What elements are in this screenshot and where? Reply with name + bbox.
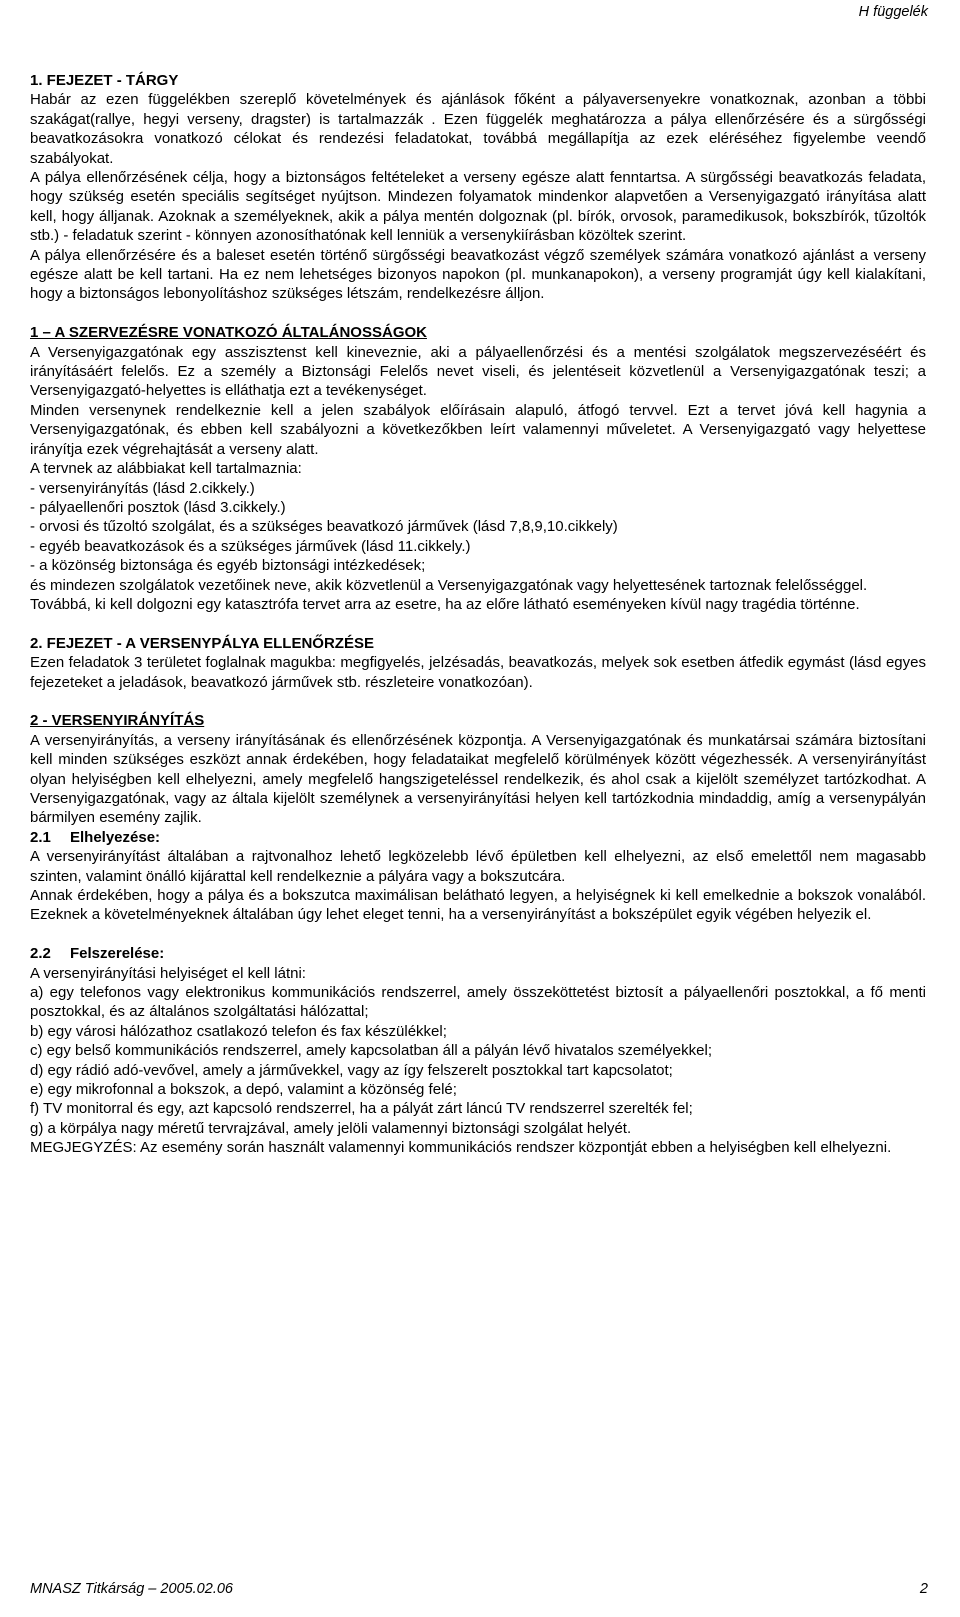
paragraph: - pályaellenőri posztok (lásd 3.cikkely.)	[30, 498, 286, 516]
paragraph: A pálya ellenőrzésének célja, hogy a biztonságos feltételeket a verseny egésze alatt fenntartsa. A sürgősségi beavatkozás feladata, hogy szükség esetén speciális segítséget nyújtson. Mindezen folyamatok mindenkor alapvetően a Versenyigazgató irányítása alatt kell, hogy álljanak. Azoknak a személyeknek, akik a pálya mentén dolgoznak (pl. bírók, orvosok, paramedikusok, bokszbírók, tűzoltók stb.) - feladatuk szerint - könnyen azonosíthatónak kell lenniük a versenykiírásban közöltek szerint.	[30, 169, 926, 245]
page-number: 2	[919, 1581, 928, 1597]
paragraph: e) egy mikrofonnal a bokszok, a depó, valamint a közönség felé;	[30, 1081, 457, 1099]
section-heading: 2 - VERSENYIRÁNYÍTÁS	[30, 712, 205, 730]
paragraph: és mindezen szolgálatok vezetőinek neve, akik közvetlenül a Versenyigazgatónak vagy helyettesének tartoznak felelősséggel.	[30, 576, 868, 594]
blank-line	[30, 925, 926, 944]
paragraph: Minden versenynek rendelkeznie kell a jelen szabályok előírásain alapuló, átfogó tervvel. Ezt a tervet jóvá kell hagynia a Versenyigazgatónak, és ebben kell szabályozni a következőkben leírt valamennyi műveletet. A Versenyigazgató vagy helyettese irányítja ezek végrehajtását a verseny alatt.	[30, 401, 926, 458]
paragraph: A versenyirányítást általában a rajtvonalhoz lehető legközelebb lévő épületben kell elhelyezni, az első emelettől nem magasabb szinten, valamint önálló kijárattal kell rendelkeznie a pályára vagy a bokszutcára.	[30, 848, 926, 885]
paragraph: A Versenyigazgatónak egy asszisztenst kell kineveznie, aki a pályaellenőrzési és a mentési szolgálatok megszervezéséért és irányításáért felelős. Ez a személy a Biztonsági Felelős nevet viseli, és jelentéseit közvetlenül a Versenyigazgatónak teszi; a Versenyigazgató-helyettes is elláthatja ezt a tevékenységet.	[30, 343, 926, 400]
paragraph: Ezen feladatok 3 területet foglalnak magukba: megfigyelés, jelzésadás, beavatkozás, melyek sok esetben átfedik egymást (lásd egyes fejezeteket a jeladások, beavatkozó járművek stb. részleteire vonatkozóan).	[30, 654, 926, 691]
page-footer	[30, 1581, 928, 1597]
paragraph: - orvosi és tűzoltó szolgálat, és a szükséges beavatkozó járművek (lásd 7,8,9,10.cikkely)	[30, 518, 618, 536]
paragraph: - versenyirányítás (lásd 2.cikkely.)	[30, 479, 255, 497]
paragraph: d) egy rádió adó-vevővel, amely a járművekkel, vagy az így felszerelt posztokkal tart kapcsolatot;	[30, 1061, 673, 1079]
section-heading: 1 – A SZERVEZÉSRE VONATKOZÓ ÁLTALÁNOSSÁGOK	[30, 324, 427, 342]
document-body	[30, 71, 926, 1158]
page-header: H függelék	[858, 4, 928, 20]
paragraph: A versenyirányítás, a verseny irányításának és ellenőrzésének központja. A Versenyigazgatónak és munkatársai számára biztosítani kell minden szükséges eszközt annak érdekében, hogy feladataikat megfelelő körülmények között végezhessék. A versenyirányítást olyan helyiségben kell elhelyezni, amely megfelelő hangszigeteléssel rendelkezik, és ahol csak a kijelölt személyzet tartózkodhat. A Versenyigazgatónak, vagy az általa kijelölt személynek a versenyirányítási helyen kell tartózkodnia mindaddig, amíg a versenypályán bármilyen esemény zajlik.	[30, 731, 926, 827]
blank-line	[30, 692, 926, 711]
chapter-heading: 1. FEJEZET - TÁRGY	[30, 72, 179, 89]
paragraph: - egyéb beavatkozások és a szükséges járművek (lásd 11.cikkely.)	[30, 537, 471, 555]
subsection-number: 2.2	[30, 945, 51, 963]
paragraph: b) egy városi hálózathoz csatlakozó telefon és fax készülékkel;	[30, 1022, 447, 1040]
paragraph: A tervnek az alábbiakat kell tartalmaznia:	[30, 460, 302, 478]
paragraph: Annak érdekében, hogy a pálya és a bokszutca maximálisan belátható legyen, a helyiségnek ki kell emelkednie a bokszok vonalából. Ezeknek a követelményeknek általában úgy lehet eleget tenni, ha a versenyirányítást a bokszépület egyik végében helyezik el.	[30, 887, 926, 924]
subsection-title: Elhelyezése:	[70, 828, 161, 846]
paragraph: f) TV monitorral és egy, azt kapcsoló rendszerrel, ha a pályát zárt láncú TV rendszerrel szerelték fel;	[30, 1100, 693, 1118]
paragraph: Habár az ezen függelékben szereplő követelmények és ajánlások főként a pályaversenyekre vonatkoznak, azonban a többi szakágat(rallye, hegyi verseny, dragster) is tartalmazzák . Ezen függelék meghatározza a pálya ellenőrzésére és a sürgősségi beavatkozásokra vonatkozó célokat és rendezési feladatokat, továbbá megállapítja az ezek eléréséhez figyelembe veendő szabályokat.	[30, 91, 926, 167]
paragraph: A versenyirányítási helyiséget el kell látni:	[30, 964, 306, 982]
paragraph: - a közönség biztonsága és egyéb biztonsági intézkedések;	[30, 557, 426, 575]
chapter-heading: 2. FEJEZET - A VERSENYPÁLYA ELLENŐRZÉSE	[30, 634, 374, 652]
subsection-title: Felszerelése:	[70, 945, 165, 963]
paragraph: A pálya ellenőrzésére és a baleset esetén történő sürgősségi beavatkozást végző személyek számára vonatkozó ajánlást a verseny egésze alatt be kell tartani. Ha ez nem lehetséges bizonyos napokon (pl. munkanapokon), a verseny programját úgy kell kialakítani, hogy a biztonságos lebonyolításhoz szükséges létszám, rendelkezésre álljon.	[30, 246, 926, 303]
paragraph: a) egy telefonos vagy elektronikus kommunikációs rendszerrel, amely összeköttetést biztosít a pályaellenőri posztokkal, a fő menti posztokkal, és az általános szolgáltatási hálózattal;	[30, 984, 926, 1021]
paragraph: Továbbá, ki kell dolgozni egy katasztrófa tervet arra az esetre, ha az előre látható eseményeken kívül nagy tragédia történne.	[30, 595, 860, 613]
subsection-heading	[30, 944, 926, 963]
blank-line	[30, 304, 926, 323]
paragraph: g) a körpálya nagy méretű tervrajzával, amely jelöli valamennyi biztonsági szolgálat helyét.	[30, 1119, 632, 1137]
footer-left: MNASZ Titkárság – 2005.02.06	[30, 1581, 233, 1597]
subsection-number: 2.1	[30, 828, 51, 846]
paragraph: MEGJEGYZÉS: Az esemény során használt valamennyi kommunikációs rendszer központját ebben a helyiségben kell elhelyezni.	[30, 1139, 892, 1157]
blank-line	[30, 614, 926, 633]
paragraph: c) egy belső kommunikációs rendszerrel, amely kapcsolatban áll a pályán lévő hivatalos személyekkel;	[30, 1042, 712, 1060]
subsection-heading	[30, 828, 926, 847]
